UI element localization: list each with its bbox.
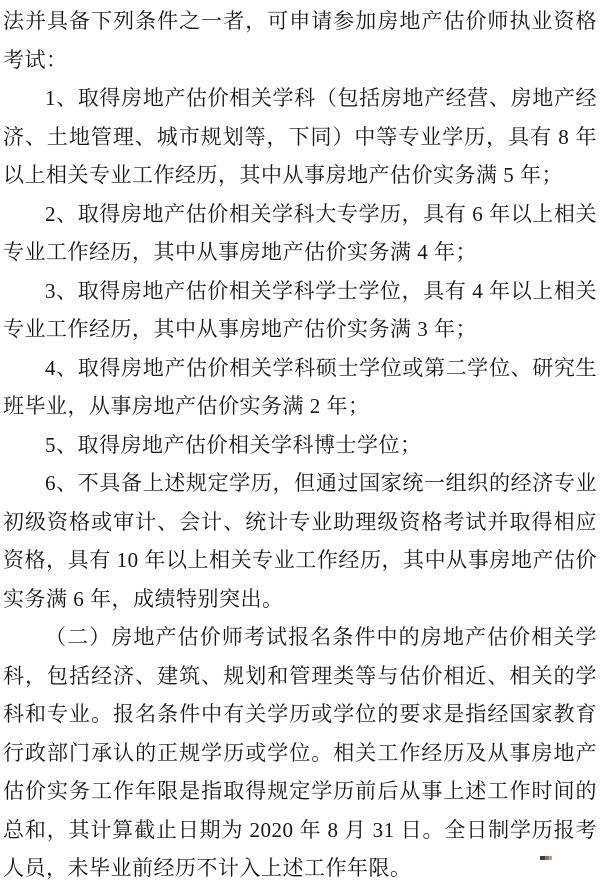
- closing-paragraph: （二）房地产估价师考试报名条件中的房地产估价相关学科，包括经济、建筑、规划和管理类等与估价相近、相关的学科和专业。报名条件中有关学历或学位的要求是指经国家教育行政部门承认的正规学历或学位。相关工作经历及从事房地产估价实务工作年限是指取得规定学历前后从事上述工作时间的总和，其计算截止日期为 2020 年 8 月 31 日。全日制学历报考人员，未毕业前经历不计入上述工作年限。: [3, 625, 597, 880]
- condition-item-4: 4、取得房地产估价相关学科硕士学位或第二学位、研究生班毕业，从事房地产估价实务满 2 年；: [3, 355, 597, 418]
- icon-segment-blue: [549, 856, 552, 860]
- condition-item-5: 5、取得房地产估价相关学科博士学位；: [45, 432, 422, 457]
- intro-line: 法并具备下列条件之一者，可申请参加房地产估价师执业资格考试：: [3, 9, 597, 72]
- condition-item-2: 2、取得房地产估价相关学科大专学历，具有 6 年以上相关专业工作经历，其中从事房地产估价实务满 4 年；: [3, 201, 597, 264]
- condition-item-1: 1、取得房地产估价相关学科（包括房地产经营、房地产经济、土地管理、城市规划等，下同）中等专业学历，具有 8 年以上相关专业工作经历，其中从事房地产估价实务满 5 年；: [3, 86, 597, 187]
- condition-item-6: 6、不具备上述规定学历，但通过国家统一组织的经济专业初级资格或审计、会计、统计专业助理级资格考试并取得相应资格，具有 10 年以上相关专业工作经历，其中从事房地产估价实务满 6 年，成绩特别突出。: [3, 471, 597, 611]
- cutoff-partial-icon: [540, 856, 552, 860]
- condition-item-3: 3、取得房地产估价相关学科学士学位，具有 4 年以上相关专业工作经历，其中从事房地产估价实务满 3 年；: [3, 278, 597, 341]
